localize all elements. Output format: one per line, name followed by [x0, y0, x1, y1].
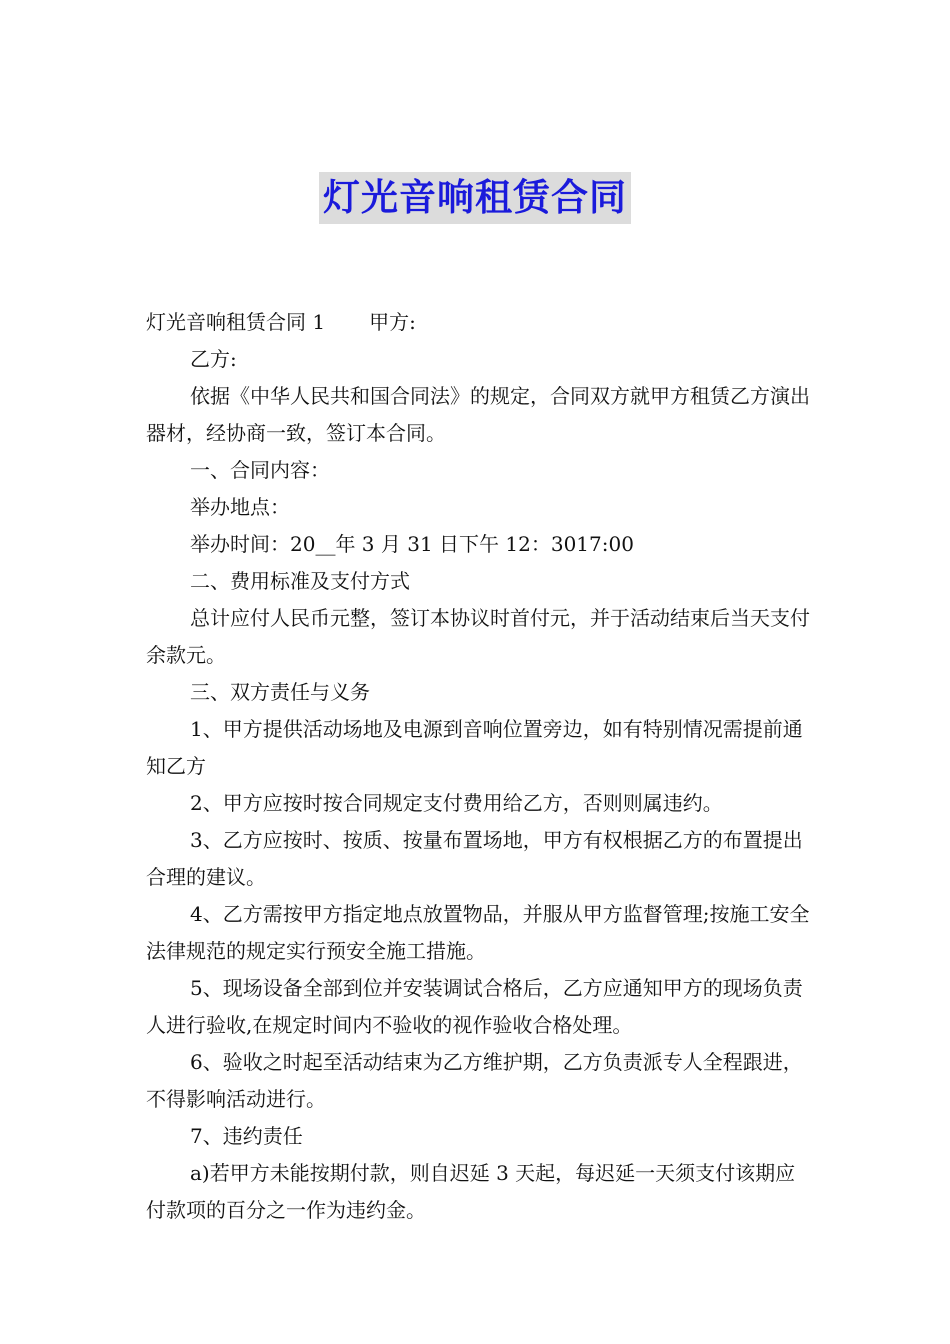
paragraph: 5、现场设备全部到位并安装调试合格后，乙方应通知甲方的现场负责人进行验收,在规定时间内不验收的视作验收合格处理。: [146, 976, 803, 1037]
paragraph: 依据《中华人民共和国合同法》的规定，合同双方就甲方租赁乙方演出器材，经协商一致，签订本合同。: [146, 384, 810, 445]
paragraph: 举办地点：: [190, 495, 290, 519]
document-body: [146, 304, 810, 1229]
paragraph: 一、合同内容：: [190, 458, 330, 482]
paragraph: 总计应付人民币元整，签订本协议时首付元，并于活动结束后当天支付余款元。: [146, 606, 810, 667]
paragraph: 三、双方责任与义务: [190, 680, 370, 704]
paragraph: 4、乙方需按甲方指定地点放置物品，并服从甲方监督管理;按施工安全法律规范的规定实行预安全施工措施。: [146, 902, 810, 963]
title-wrapper: [0, 172, 950, 224]
paragraph: 1、甲方提供活动场地及电源到音响位置旁边，如有特别情况需提前通知乙方: [146, 717, 803, 778]
header-line-left: 灯光音响租赁合同 1: [146, 310, 326, 334]
paragraph: 乙方:: [190, 347, 237, 371]
paragraph: 6、验收之时起至活动结束为乙方维护期，乙方负责派专人全程跟进，不得影响活动进行。: [146, 1050, 803, 1111]
paragraph: 3、乙方应按时、按质、按量布置场地，甲方有权根据乙方的布置提出合理的建议。: [146, 828, 803, 889]
paragraph: 2、甲方应按时按合同规定支付费用给乙方，否则则属违约。: [190, 791, 723, 815]
document-title: 灯光音响租赁合同: [319, 172, 631, 224]
paragraph: 7、违约责任: [190, 1124, 303, 1148]
paragraph: 二、费用标准及支付方式: [190, 569, 410, 593]
header-line-right: 甲方:: [369, 310, 416, 334]
paragraph: 举办时间：20__年 3 月 31 日下午 12：3017:00: [190, 532, 634, 556]
header-line: [146, 304, 810, 341]
paragraph: a)若甲方未能按期付款，则自迟延 3 天起，每迟延一天须支付该期应付款项的百分之一作为违约金。: [146, 1161, 796, 1222]
